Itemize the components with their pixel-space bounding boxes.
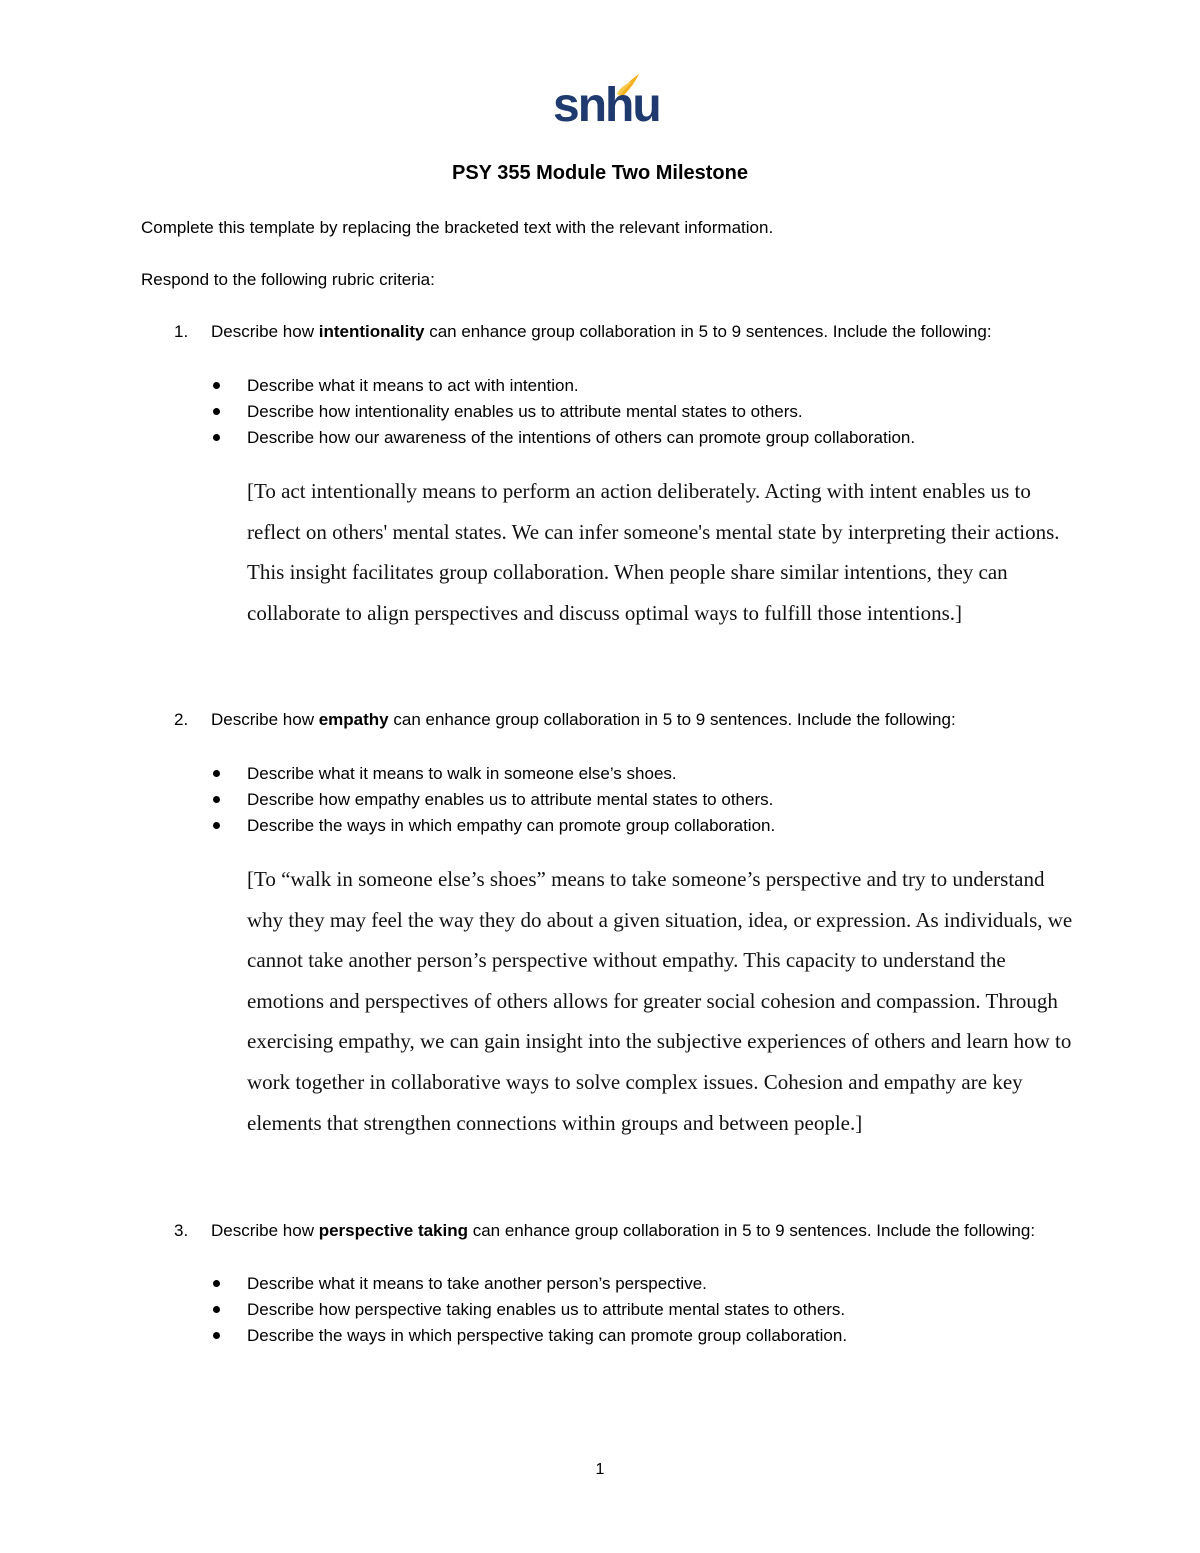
item-keyword: perspective taking <box>318 1221 468 1240</box>
bullet-list <box>211 761 775 839</box>
answer-text: [To act intentionally means to perform an action deliberately. Acting with intent enables us to reflect on others' mental states. We can infer someone's mental state by interpreting their actions. This insight facilitates group collaboration. When people share similar intentions, they can collaborate to align perspectives and discuss optimal ways to fulfill those intentions.] <box>247 479 1060 625</box>
list-item: Describe the ways in which empathy can promote group collaboration. <box>211 813 775 839</box>
rubric-intro: Respond to the following rubric criteria: <box>141 270 435 289</box>
bullet-icon <box>213 770 220 777</box>
item-prompt: Describe how intentionality can enhance group collaboration in 5 to 9 sentences. Include the following: <box>211 322 992 341</box>
bullet-icon <box>213 382 220 389</box>
list-item: Describe how perspective taking enables us to attribute mental states to others. <box>211 1297 847 1323</box>
bullet-icon <box>213 822 220 829</box>
item-number: 2. <box>174 710 189 729</box>
bullet-list <box>211 1271 847 1349</box>
item-number: 3. <box>174 1221 189 1240</box>
intro-text: Complete this template by replacing the bracketed text with the relevant information. <box>141 218 774 237</box>
bullet-icon <box>213 1280 220 1287</box>
bullet-icon <box>213 1332 220 1339</box>
bullet-icon <box>213 434 220 441</box>
item-number: 1. <box>174 322 189 341</box>
item-prompt: Describe how empathy can enhance group collaboration in 5 to 9 sentences. Include the following: <box>211 710 956 729</box>
list-item: Describe what it means to take another person’s perspective. <box>211 1271 847 1297</box>
list-item: Describe what it means to walk in someone else’s shoes. <box>211 761 775 787</box>
bullet-icon <box>213 796 220 803</box>
answer-text: [To “walk in someone else’s shoes” means to take someone’s perspective and try to understand why they may feel the way they do about a given situation, idea, or expression. As individuals, we cannot take another person’s perspective without empathy. This capacity to understand the emotions and perspectives of others allows for greater social cohesion and compassion. Through exercising empathy, we can gain insight into the subjective experiences of others and learn how to work together in collaborative ways to solve complex issues. Cohesion and empathy are key elements that strengthen connections within groups and between people.] <box>247 867 1073 1135</box>
page-title: PSY 355 Module Two Milestone <box>452 162 748 184</box>
bullet-icon <box>213 1306 220 1313</box>
bullet-icon <box>213 408 220 415</box>
logo-wordmark: snhu <box>553 79 660 132</box>
list-item: Describe how our awareness of the intentions of others can promote group collaboration. <box>211 425 915 451</box>
item-keyword: empathy <box>318 710 389 729</box>
bullet-list <box>211 373 915 451</box>
list-item: Describe what it means to act with intention. <box>211 373 915 399</box>
item-prompt: Describe how perspective taking can enhance group collaboration in 5 to 9 sentences. Include the following: <box>211 1221 1036 1240</box>
page-number: 1 <box>595 1461 605 1478</box>
item-keyword: intentionality <box>318 322 425 341</box>
snhu-logo <box>553 72 660 134</box>
list-item: Describe how empathy enables us to attribute mental states to others. <box>211 787 775 813</box>
list-item: Describe how intentionality enables us to attribute mental states to others. <box>211 399 915 425</box>
list-item: Describe the ways in which perspective taking can promote group collaboration. <box>211 1323 847 1349</box>
